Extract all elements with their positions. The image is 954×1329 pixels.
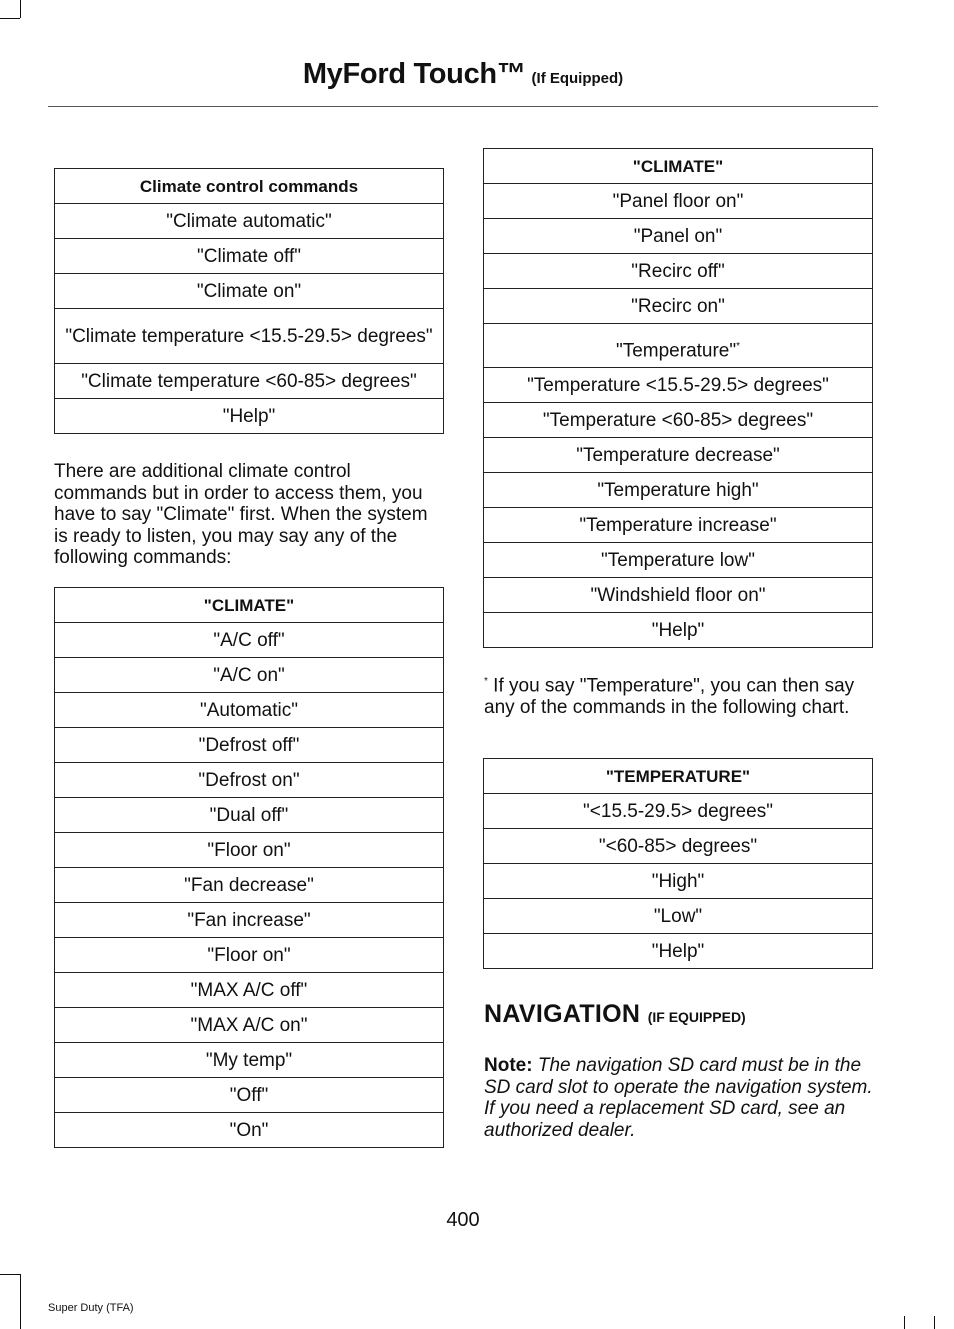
table-cell: "MAX A/C on" bbox=[55, 1008, 444, 1043]
navigation-subtitle: (IF EQUIPPED) bbox=[647, 1009, 746, 1025]
table-cell: "Automatic" bbox=[55, 693, 444, 728]
table-cell: "Recirc off" bbox=[484, 254, 873, 289]
table-heading: "TEMPERATURE" bbox=[484, 759, 873, 794]
crop-mark bbox=[934, 1316, 935, 1329]
climate-commands-table-right bbox=[483, 148, 873, 648]
note-label: Note: bbox=[484, 1055, 533, 1076]
table-cell: "Climate temperature <15.5-29.5> degrees" bbox=[55, 309, 444, 364]
note-text: The navigation SD card must be in the SD card slot to operate the navigation system. If you need a replacement SD card, see an authorized dealer. bbox=[484, 1055, 873, 1141]
crop-mark bbox=[20, 0, 21, 18]
table-cell: "Defrost off" bbox=[55, 728, 444, 763]
table-cell: "Help" bbox=[484, 613, 873, 648]
climate-control-commands-table bbox=[54, 168, 444, 434]
climate-commands-table-left bbox=[54, 587, 444, 1148]
page-number: 400 bbox=[446, 1209, 480, 1231]
crop-mark bbox=[0, 18, 20, 19]
table-cell: "A/C off" bbox=[55, 623, 444, 658]
table-cell bbox=[484, 324, 873, 368]
temperature-command: "Temperature" bbox=[615, 340, 737, 362]
table-heading: "CLIMATE" bbox=[484, 149, 873, 184]
table-cell: "Temperature <15.5-29.5> degrees" bbox=[484, 368, 873, 403]
page-subtitle: (If Equipped) bbox=[531, 70, 624, 87]
table-cell: "Help" bbox=[484, 934, 873, 969]
crop-mark bbox=[904, 1316, 905, 1329]
table-cell: "My temp" bbox=[55, 1043, 444, 1078]
table-cell: "Temperature <60-85> degrees" bbox=[484, 403, 873, 438]
table-cell: "Panel on" bbox=[484, 219, 873, 254]
table-cell: "<60-85> degrees" bbox=[484, 829, 873, 864]
footer-text: Super Duty (TFA) bbox=[48, 1302, 134, 1314]
table-cell: "Panel floor on" bbox=[484, 184, 873, 219]
table-cell: "<15.5-29.5> degrees" bbox=[484, 794, 873, 829]
table-cell: "Help" bbox=[55, 399, 444, 434]
table-cell: "MAX A/C off" bbox=[55, 973, 444, 1008]
intro-paragraph: There are additional climate control commands but in order to access them, you have to say "Climate" first. When the system is ready to listen, you may say any of the following commands: bbox=[54, 461, 428, 568]
table-cell: "Floor on" bbox=[55, 833, 444, 868]
table-cell: "Low" bbox=[484, 899, 873, 934]
crop-mark bbox=[20, 1274, 21, 1329]
table-cell: "Defrost on" bbox=[55, 763, 444, 798]
table-cell: "A/C on" bbox=[55, 658, 444, 693]
table-cell: "Dual off" bbox=[55, 798, 444, 833]
table-cell: "Temperature low" bbox=[484, 543, 873, 578]
table-cell: "Windshield floor on" bbox=[484, 578, 873, 613]
table-heading: "CLIMATE" bbox=[55, 588, 444, 623]
navigation-note bbox=[484, 1055, 876, 1141]
table-cell: "Climate off" bbox=[55, 239, 444, 274]
page-header bbox=[48, 58, 878, 106]
table-cell: "Temperature decrease" bbox=[484, 438, 873, 473]
navigation-heading bbox=[484, 1000, 746, 1029]
navigation-title: NAVIGATION bbox=[484, 1000, 641, 1028]
table-cell: "Climate automatic" bbox=[55, 204, 444, 239]
table-cell: "Fan increase" bbox=[55, 903, 444, 938]
header-divider bbox=[48, 106, 878, 107]
table-cell: "Off" bbox=[55, 1078, 444, 1113]
crop-mark bbox=[0, 1274, 20, 1275]
table-cell: "Temperature high" bbox=[484, 473, 873, 508]
footnote bbox=[484, 671, 876, 718]
table-cell: "Fan decrease" bbox=[55, 868, 444, 903]
table-cell: "Climate on" bbox=[55, 274, 444, 309]
table-cell: "High" bbox=[484, 864, 873, 899]
table-heading: Climate control commands bbox=[55, 169, 444, 204]
footnote-text: If you say "Temperature", you can then say any of the commands in the following chart. bbox=[484, 675, 855, 718]
footnote-mark: * bbox=[736, 340, 741, 352]
footnote-mark: * bbox=[484, 676, 488, 687]
table-cell: "Recirc on" bbox=[484, 289, 873, 324]
table-cell: "Temperature increase" bbox=[484, 508, 873, 543]
table-cell: "Floor on" bbox=[55, 938, 444, 973]
temperature-commands-table bbox=[483, 758, 873, 969]
table-cell: "On" bbox=[55, 1113, 444, 1148]
page-title: MyFord Touch™ bbox=[302, 58, 526, 90]
table-cell: "Climate temperature <60-85> degrees" bbox=[55, 364, 444, 399]
